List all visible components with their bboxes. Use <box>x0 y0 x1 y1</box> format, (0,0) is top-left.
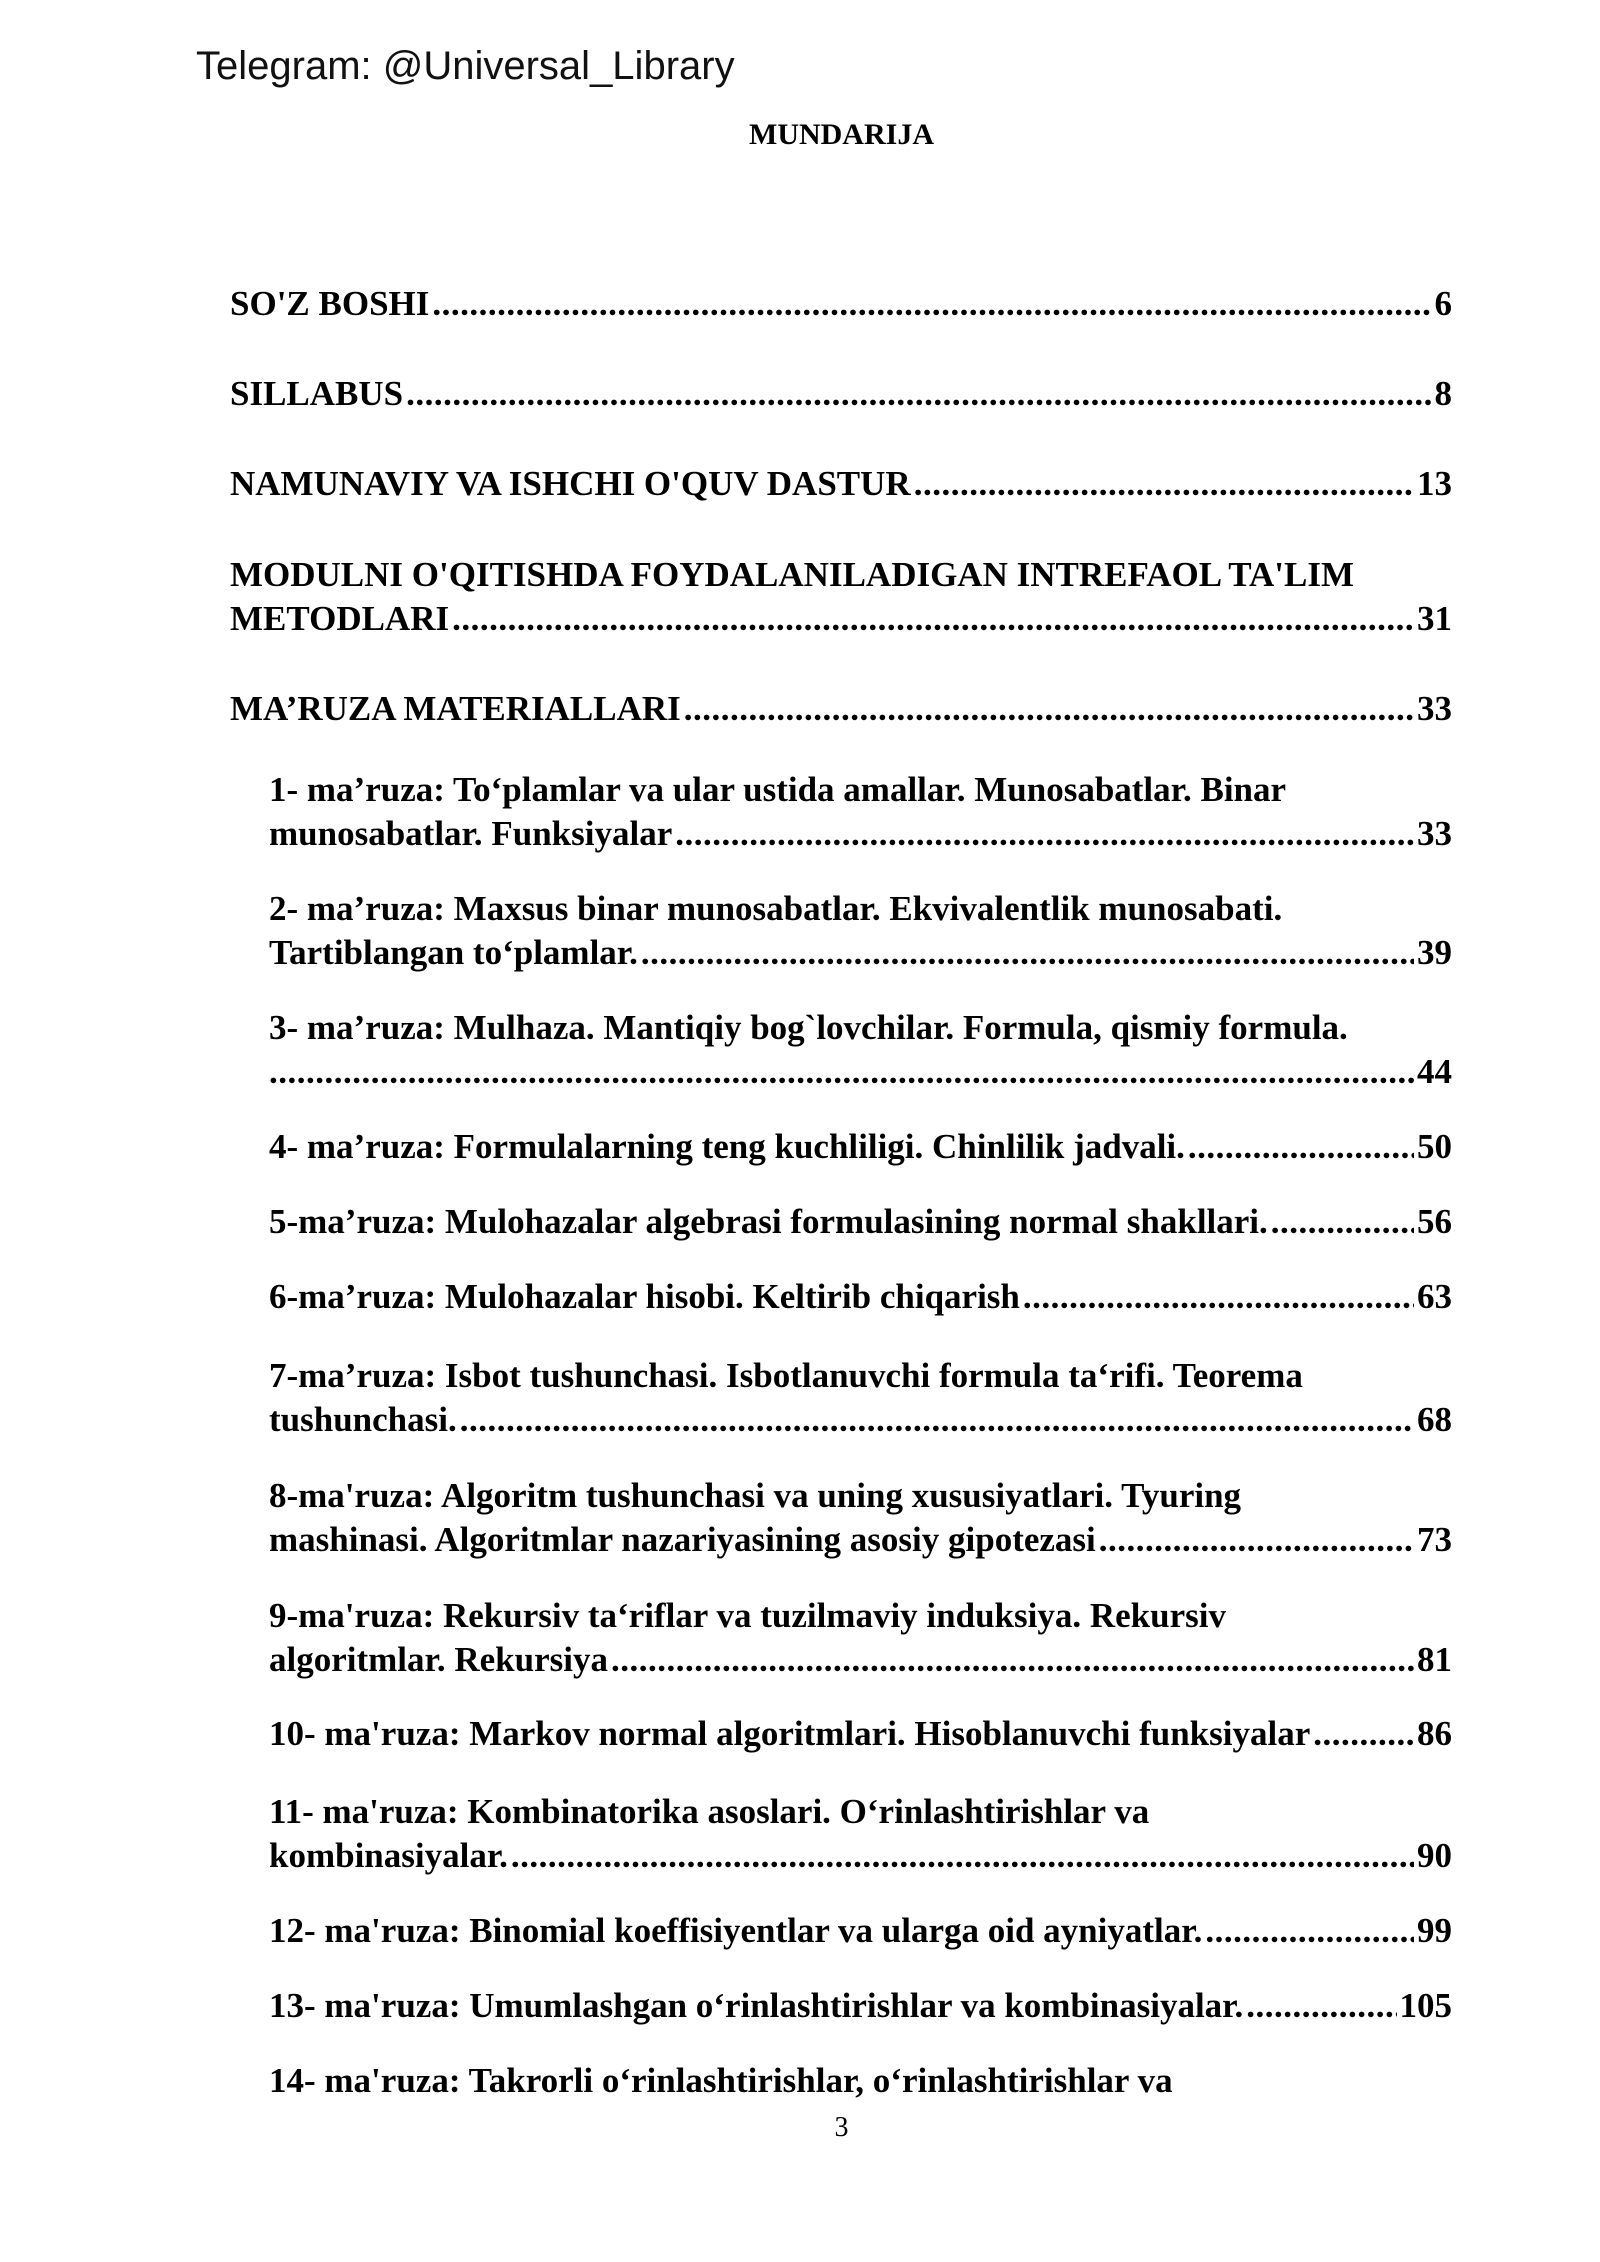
dot-leader <box>684 687 1414 731</box>
toc-entry-maruza-5[interactable] <box>269 1200 1452 1244</box>
toc-entry-maruza-3[interactable] <box>269 1006 1452 1094</box>
toc-entry-line: 11- ma'ruza: Kombinatorika asoslari. O‘rinlashtirishlar va <box>269 1792 1150 1831</box>
toc-entry-line: 8-ma'ruza: Algoritm tushunchasi va uning xususiyatlari. Tyuring <box>269 1476 1242 1515</box>
toc-page-number: 33 <box>1417 689 1452 728</box>
toc-page-number: 6 <box>1434 284 1452 323</box>
dot-leader <box>1205 1909 1414 1953</box>
toc-entry-sillabus[interactable] <box>230 372 1452 416</box>
toc-entry-line: 14- ma'ruza: Takrorli o‘rinlashtirishlar, o‘rinlashtirishlar va <box>269 2061 1173 2100</box>
toc-entry-title: tushunchasi. <box>269 1400 457 1439</box>
toc-page-number: 99 <box>1417 1911 1452 1950</box>
toc-entry-line: 3- ma’ruza: Mulhaza. Mantiqiy bog`lovchilar. Formula, qismiy formula. <box>269 1008 1348 1047</box>
toc-entry-interfaol-metodlar[interactable] <box>230 553 1452 641</box>
dot-leader <box>1023 1275 1414 1319</box>
toc-page-number: 90 <box>1417 1836 1452 1875</box>
page-number: 3 <box>834 2112 849 2143</box>
toc-entry-maruza-materiallari[interactable] <box>230 687 1452 731</box>
toc-entry-maruza-9[interactable] <box>269 1594 1452 1682</box>
toc-entry-title: 5-ma’ruza: Mulohazalar algebrasi formulasining normal shakllari. <box>269 1202 1268 1241</box>
dot-leader <box>406 372 1431 416</box>
toc-page-number: 63 <box>1417 1277 1452 1316</box>
dot-leader <box>675 812 1414 856</box>
toc-entry-title: 12- ma'ruza: Binomial koeffisiyentlar va ularga oid ayniyatlar. <box>269 1911 1203 1950</box>
dot-leader <box>1099 1518 1414 1562</box>
toc-entry-title: mashinasi. Algoritmlar nazariyasining asosiy gipotezasi <box>269 1520 1096 1559</box>
dot-leader <box>1271 1200 1414 1244</box>
toc-entry-title: 4- ma’ruza: Formulalarning teng kuchliligi. Chinlilik jadvali. <box>269 1127 1185 1166</box>
toc-page-number: 56 <box>1417 1202 1452 1241</box>
toc-page-number: 8 <box>1434 374 1452 413</box>
dot-leader <box>1313 1712 1414 1756</box>
toc-entry-line: 7-ma’ruza: Isbot tushunchasi. Isbotlanuvchi formula ta‘rifi. Teorema <box>269 1356 1303 1395</box>
toc-page-number: 31 <box>1417 599 1452 638</box>
toc-entry-title: kombinasiyalar. <box>269 1836 508 1875</box>
toc-page-number: 13 <box>1417 464 1452 503</box>
toc-entry-maruza-1[interactable] <box>269 768 1452 856</box>
toc-page-number: 86 <box>1417 1714 1452 1753</box>
toc-entry-maruza-4[interactable] <box>269 1125 1452 1169</box>
toc-entry-title: 6-ma’ruza: Mulohazalar hisobi. Keltirib chiqarish <box>269 1277 1020 1316</box>
toc-page-number: 39 <box>1417 933 1452 972</box>
toc-entry-maruza-2[interactable] <box>269 887 1452 975</box>
toc-entry-title: METODLARI <box>230 599 450 638</box>
toc-entry-title: NAMUNAVIY VA ISHCHI O'QUV DASTUR <box>230 464 911 503</box>
toc-entry-title: SO'Z BOSHI <box>230 284 430 323</box>
toc-page-number: 73 <box>1417 1520 1452 1559</box>
dot-leader <box>914 462 1414 506</box>
toc-entry-title: algoritmlar. Rekursiya <box>269 1640 608 1679</box>
toc-entry-title: MA’RUZA MATERIALLARI <box>230 689 681 728</box>
toc-entry-line: 9-ma'ruza: Rekursiv ta‘riflar va tuzilmaviy induksiya. Rekursiv <box>269 1596 1226 1635</box>
dot-leader <box>1188 1125 1414 1169</box>
toc-entry-maruza-14[interactable] <box>269 2059 1452 2103</box>
dot-leader <box>460 1398 1414 1442</box>
toc-page-number: 81 <box>1417 1640 1452 1679</box>
toc-entry-title: Tartiblangan to‘plamlar. <box>269 933 638 972</box>
toc-entry-title: 10- ma'ruza: Markov normal algoritmlari. Hisoblanuvchi funksiyalar <box>269 1714 1311 1753</box>
toc-entry-maruza-13[interactable] <box>269 1984 1452 2028</box>
toc-page-number: 68 <box>1417 1400 1452 1439</box>
toc-entry-soz-boshi[interactable] <box>230 282 1452 326</box>
toc-page-number: 44 <box>1417 1052 1452 1091</box>
toc-entry-title: munosabatlar. Funksiyalar <box>269 814 673 853</box>
toc-entry-title: SILLABUS <box>230 374 404 413</box>
toc-entry-maruza-12[interactable] <box>269 1909 1452 1953</box>
dot-leader <box>611 1638 1414 1682</box>
toc-page-number: 105 <box>1399 1986 1452 2025</box>
dot-leader <box>1246 1984 1396 2028</box>
toc-entry-namunaviy-dastur[interactable] <box>230 462 1452 506</box>
toc-entry-maruza-8[interactable] <box>269 1474 1452 1562</box>
toc-entry-line: 1- ma’ruza: To‘plamlar va ular ustida amallar. Munosabatlar. Binar <box>269 770 1287 809</box>
toc-entry-title: 13- ma'ruza: Umumlashgan o‘rinlashtirishlar va kombinasiyalar. <box>269 1986 1244 2025</box>
dot-leader <box>269 1050 1414 1094</box>
toc-entry-line: 2- ma’ruza: Maxsus binar munosabatlar. Ekvivalentlik munosabati. <box>269 889 1283 928</box>
toc-page-number: 33 <box>1417 814 1452 853</box>
toc-entry-line: MODULNI O'QITISHDA FOYDALANILADIGAN INTREFAOL TA'LIM <box>230 555 1355 594</box>
telegram-watermark: Telegram: @Universal_Library <box>196 44 735 88</box>
dot-leader <box>452 597 1414 641</box>
page-title: MUNDARIJA <box>749 118 934 151</box>
toc-entry-maruza-10[interactable] <box>269 1712 1452 1756</box>
dot-leader <box>641 931 1414 975</box>
toc-entry-maruza-11[interactable] <box>269 1790 1452 1878</box>
toc-page-number: 50 <box>1417 1127 1452 1166</box>
dot-leader <box>511 1834 1414 1878</box>
toc-entry-maruza-7[interactable] <box>269 1354 1452 1442</box>
toc-entry-maruza-6[interactable] <box>269 1275 1452 1319</box>
dot-leader <box>432 282 1431 326</box>
